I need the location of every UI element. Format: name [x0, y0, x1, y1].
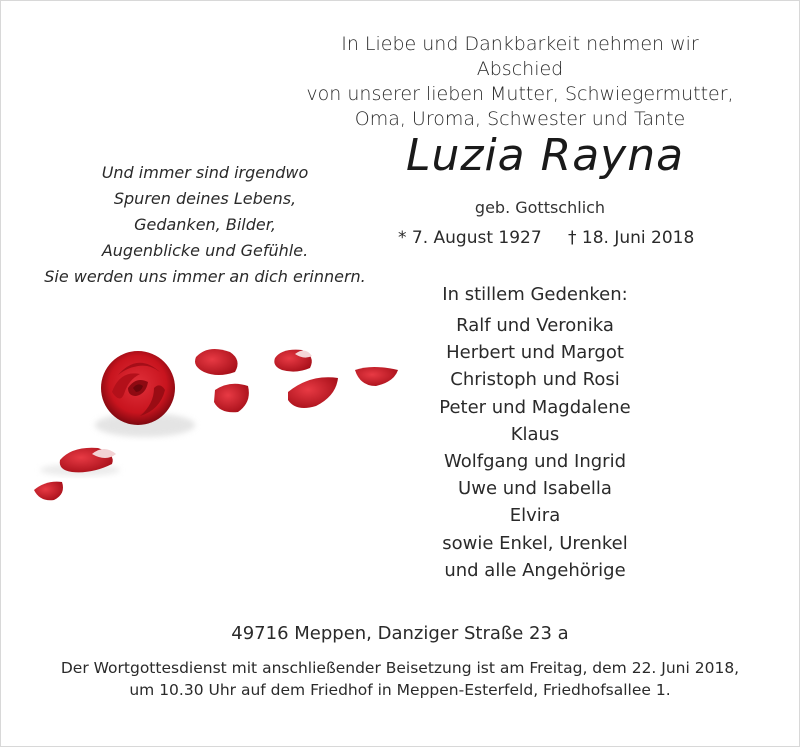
- rose-icon: [101, 351, 175, 425]
- poem-line: Und immer sind irgendwo: [101, 163, 309, 182]
- list-item: Christoph und Rosi: [450, 369, 620, 391]
- mourners-list: [410, 312, 660, 584]
- poem-line: Augenblicke und Gefühle.: [101, 241, 309, 260]
- birth-date: * 7. August 1927: [398, 228, 542, 248]
- poem-line: Sie werden uns immer an dich erinnern.: [44, 267, 366, 286]
- list-item: und alle Angehörige: [444, 559, 626, 581]
- petal-icon: [288, 377, 338, 408]
- petal-icon: [214, 384, 249, 413]
- petal-icon: [34, 482, 63, 501]
- maiden-name: geb. Gottschlich: [474, 198, 606, 217]
- mourning-heading: In stillem Gedenken:: [442, 284, 628, 305]
- intro-text: [300, 32, 740, 132]
- list-item: sowie Enkel, Urenkel: [442, 532, 628, 554]
- service-line: Der Wortgottesdienst mit anschließender Beisetzung ist am Freitag, dem 22. Juni 2018,: [60, 659, 740, 677]
- service-info: [10, 657, 790, 701]
- address: 49716 Meppen, Danziger Straße 23 a: [231, 623, 569, 644]
- list-item: Klaus: [510, 423, 560, 445]
- list-item: Elvira: [509, 505, 561, 527]
- petal-icon: [195, 349, 238, 375]
- intro-line: Oma, Uroma, Schwester und Tante: [354, 108, 686, 130]
- list-item: Uwe und Isabella: [458, 478, 612, 500]
- poem-line: Gedanken, Bilder,: [134, 215, 276, 234]
- deceased-name: Luzia Rayna: [405, 130, 685, 181]
- poem: [30, 160, 380, 290]
- intro-line: von unserer lieben Mutter, Schwiegermutter,: [306, 83, 734, 105]
- rose-petals-illustration: [20, 330, 420, 530]
- death-date: † 18. Juni 2018: [568, 228, 695, 248]
- poem-line: Spuren deines Lebens,: [113, 189, 297, 208]
- list-item: Peter und Magdalene: [439, 396, 631, 418]
- list-item: Ralf und Veronika: [456, 315, 614, 336]
- list-item: Herbert und Margot: [446, 342, 624, 364]
- petal-icon: [355, 367, 398, 386]
- list-item: Wolfgang und Ingrid: [443, 451, 627, 473]
- service-line: um 10.30 Uhr auf dem Friedhof in Meppen-Esterfeld, Friedhofsallee 1.: [129, 681, 671, 699]
- intro-line: In Liebe und Dankbarkeit nehmen wir Abschied: [341, 33, 699, 80]
